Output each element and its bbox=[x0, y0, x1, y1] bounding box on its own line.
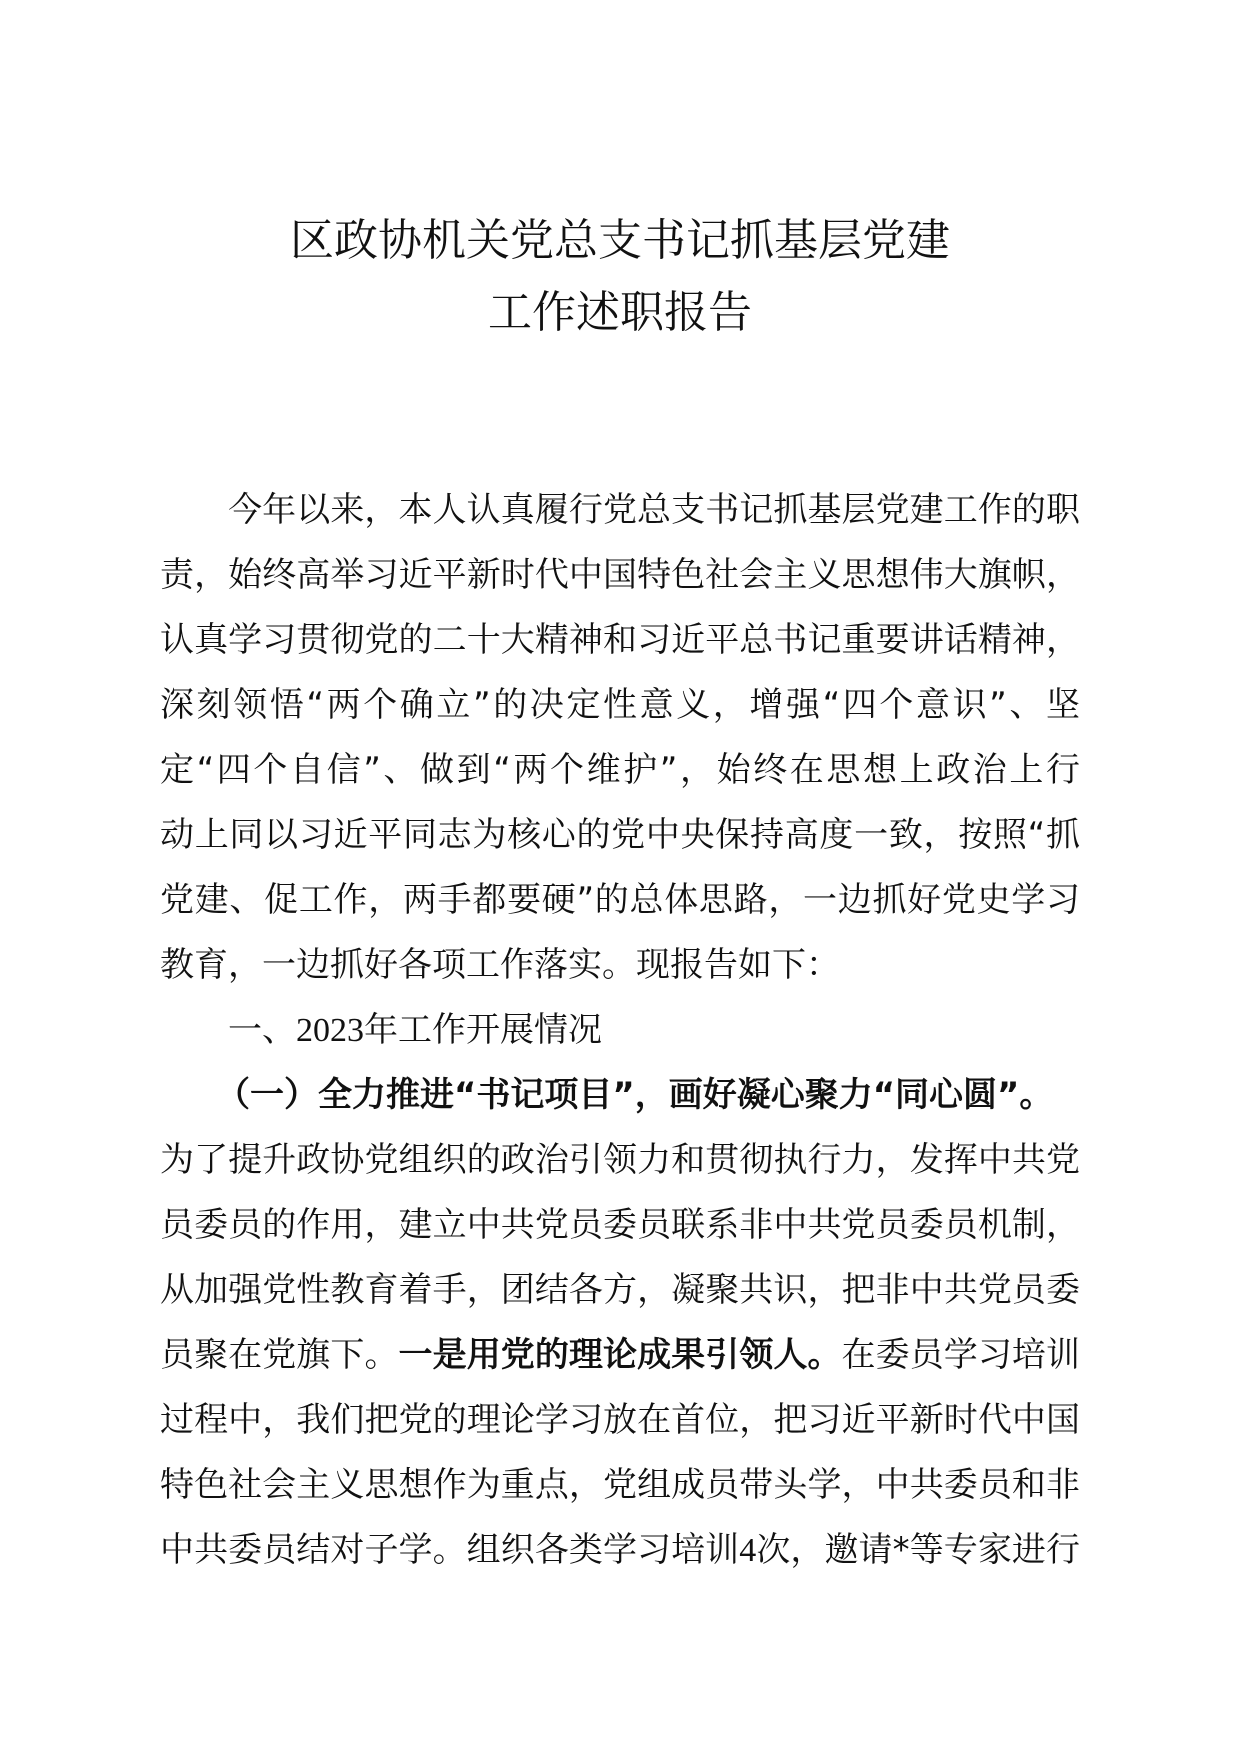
document-title-line2: 工作述职报告 bbox=[488, 287, 752, 338]
paragraph-line: 从加强党性教育着手，团结各方，凝聚共识，把非中共党员委 bbox=[160, 1270, 1080, 1310]
paragraph-line: 责，始终高举习近平新时代中国特色社会主义思想伟大旗帜， bbox=[160, 555, 1080, 595]
paragraph-line: 中共委员结对子学。组织各类学习培训4次，邀请*等专家进行 bbox=[160, 1530, 1080, 1570]
paragraph-line: 为了提升政协党组织的政治引领力和贯彻执行力，发挥中共党 bbox=[160, 1140, 1080, 1180]
paragraph-line: 员委员的作用，建立中共党员委员联系非中共党员委员机制， bbox=[160, 1205, 1080, 1245]
paragraph-line: 特色社会主义思想作为重点，党组成员带头学，中共委员和非 bbox=[160, 1465, 1080, 1505]
paragraph-line: 深刻领悟“两个确立”的决定性意义，增强“四个意识”、坚 bbox=[160, 685, 1080, 725]
paragraph-line: 员聚在党旗下。一是用党的理论成果引领人。在委员学习培训 bbox=[160, 1335, 1080, 1375]
paragraph-line: 教育，一边抓好各项工作落实。现报告如下： bbox=[160, 945, 840, 985]
paragraph-line: 党建、促工作，两手都要硬”的总体思路，一边抓好党史学习 bbox=[160, 880, 1080, 920]
paragraph-line: 过程中，我们把党的理论学习放在首位，把习近平新时代中国 bbox=[160, 1400, 1080, 1440]
document-title-line1: 区政协机关党总支书记抓基层党建 bbox=[290, 215, 950, 266]
document-body bbox=[160, 478, 1080, 1583]
section-heading: 一、2023年工作开展情况 bbox=[228, 1010, 602, 1050]
paragraph-line: 动上同以习近平同志为核心的党中央保持高度一致，按照“抓 bbox=[160, 815, 1080, 855]
paragraph-line: 定“四个自信”、做到“两个维护”，始终在思想上政治上行 bbox=[160, 750, 1080, 790]
paragraph-line: 今年以来，本人认真履行党总支书记抓基层党建工作的职 bbox=[228, 490, 1080, 530]
subheading: （一）全力推进“书记项目”，画好凝心聚力“同心圆”。 bbox=[216, 1075, 1054, 1115]
paragraph-line: 认真学习贯彻党的二十大精神和习近平总书记重要讲话精神， bbox=[160, 620, 1080, 660]
